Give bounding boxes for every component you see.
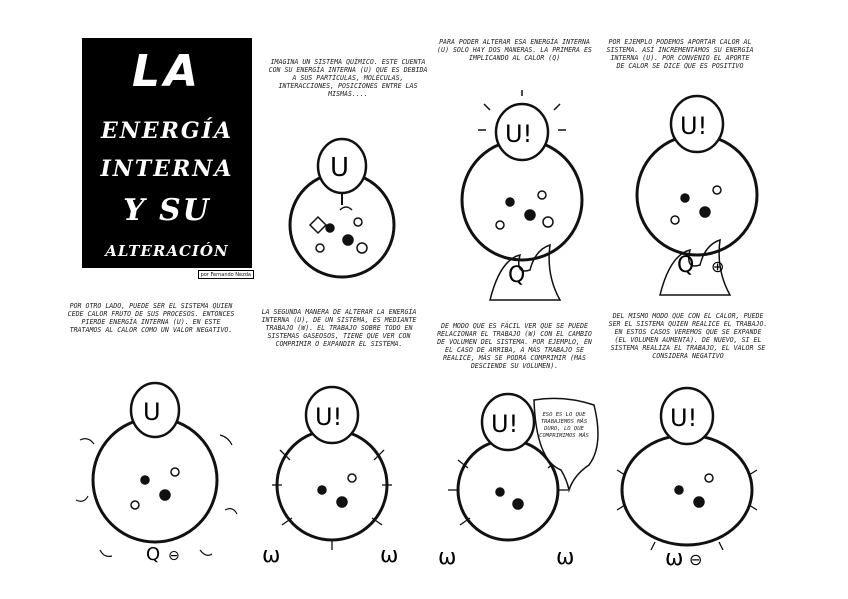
- title-line-interna: INTERNA: [100, 156, 234, 182]
- title-line-y-su: Y SU: [123, 193, 211, 228]
- w-label: ω: [665, 546, 684, 570]
- u-excited-label: U!: [315, 403, 343, 431]
- panel-heat-negative: [70, 380, 240, 570]
- speech-bubble-text: ESO ES LO QUE TRABAJEMOS MÁS DURO, LO QUE COMPRIMIMOS MÁS: [539, 412, 589, 439]
- panel-heat-positive: [625, 90, 775, 305]
- plus-sign: ⊕: [711, 257, 725, 276]
- u-excited-label: U!: [491, 410, 519, 438]
- title-la: LA: [131, 46, 203, 97]
- caption-3: POR EJEMPLO PODEMOS APORTAR CALOR AL SISTEMA. ASÍ INCREMENTAMOS SU ENERGÍA INTERNA (U). POR CONVENIO EL APORTE DE CALOR SE DICE QUE ES POSITIVO: [606, 38, 754, 70]
- speech-bubble: [524, 395, 604, 495]
- u-excited-label: U!: [680, 112, 708, 140]
- minus-sign: ⊖: [689, 550, 703, 569]
- title-line-alteracion: ALTERACIÓN: [105, 242, 229, 260]
- caption-5: LA SEGUNDA MANERA DE ALTERAR LA ENERGÍA INTERNA (U), DE UN SISTEMA, ES MEDIANTE TRABAJO (W). EL TRABAJO SOBRE TODO EN SISTEMAS GASEOSOS, TIENE QUE VER CON COMPRIMIR O EXPANDIR EL SISTEMA.: [261, 308, 417, 348]
- caption-2: PARA PODER ALTERAR ESA ENERGÍA INTERNA (U) SOLO HAY DOS MANERAS. LA PRIMERA ES IMPLICANDO AL CALOR (Q): [437, 38, 592, 62]
- caption-7: DEL MISMO MODO QUE CON EL CALOR, PUEDE SER EL SISTEMA QUIEN REALICE EL TRABAJO. EN ESTOS CASOS VEREMOS QUE SE EXPANDE (EL VOLUMEN AUMENTA). DE NUEVO, SI EL SISTEMA REALIZA EL TRABAJO, EL VALOR SE CONSIDERA NEGATIVO: [608, 312, 768, 360]
- caption-4: POR OTRO LADO, PUEDE SER EL SISTEMA QUIEN CEDE CALOR FRUTO DE SUS PROCESOS. ENTONCES PIERDE ENERGÍA INTERNA (U). EN ESTE TRATAMOS AL CALOR COMO UN VALOR NEGATIVO.: [67, 302, 235, 334]
- caption-1: IMAGINA UN SISTEMA QUÍMICO. ESTE CUENTA CON SU ENERGÍA INTERNA (U) QUE ES DEBIDA A SUS PARTÍCULAS, MOLÉCULAS, INTERACCIONES, POSICIONES ENTRE LAS MISMAS....: [268, 58, 428, 98]
- panel-system-u: [270, 130, 420, 280]
- q-label: Q: [508, 263, 526, 288]
- title-block: [82, 38, 252, 268]
- minus-sign: ⊖: [168, 548, 180, 564]
- w-label-left: ω: [262, 543, 281, 568]
- panel-work-expansion: [615, 380, 765, 570]
- panel-work-compression: [260, 380, 410, 570]
- title-line-energia: ENERGÍA: [100, 118, 234, 144]
- q-label: Q: [677, 253, 695, 278]
- caption-6: DE MODO QUE ES FÁCIL VER QUE SE PUEDE RELACIONAR EL TRABAJO (W) CON EL CAMBIO DE VOLUMEN DEL SISTEMA. POR EJEMPLO, EN EL CASO DE ARRIBA, A MÁS TRABAJO SE REALICE, MÁS SE PODRÁ COMPRIMIR (MÁS DESCIENDE SU VOLUMEN).: [437, 322, 592, 370]
- u-label: U: [143, 398, 161, 426]
- w-label-left: ω: [438, 545, 457, 570]
- w-label-right: ω: [380, 543, 399, 568]
- u-label: U: [330, 153, 350, 183]
- w-label-right: ω: [556, 545, 575, 570]
- author-credit: por Fernando Nezda: [198, 270, 254, 279]
- u-excited-label: U!: [505, 120, 533, 148]
- u-excited-label: U!: [670, 404, 698, 432]
- q-label: Q: [146, 544, 161, 565]
- panel-system-heat-q: [450, 90, 600, 305]
